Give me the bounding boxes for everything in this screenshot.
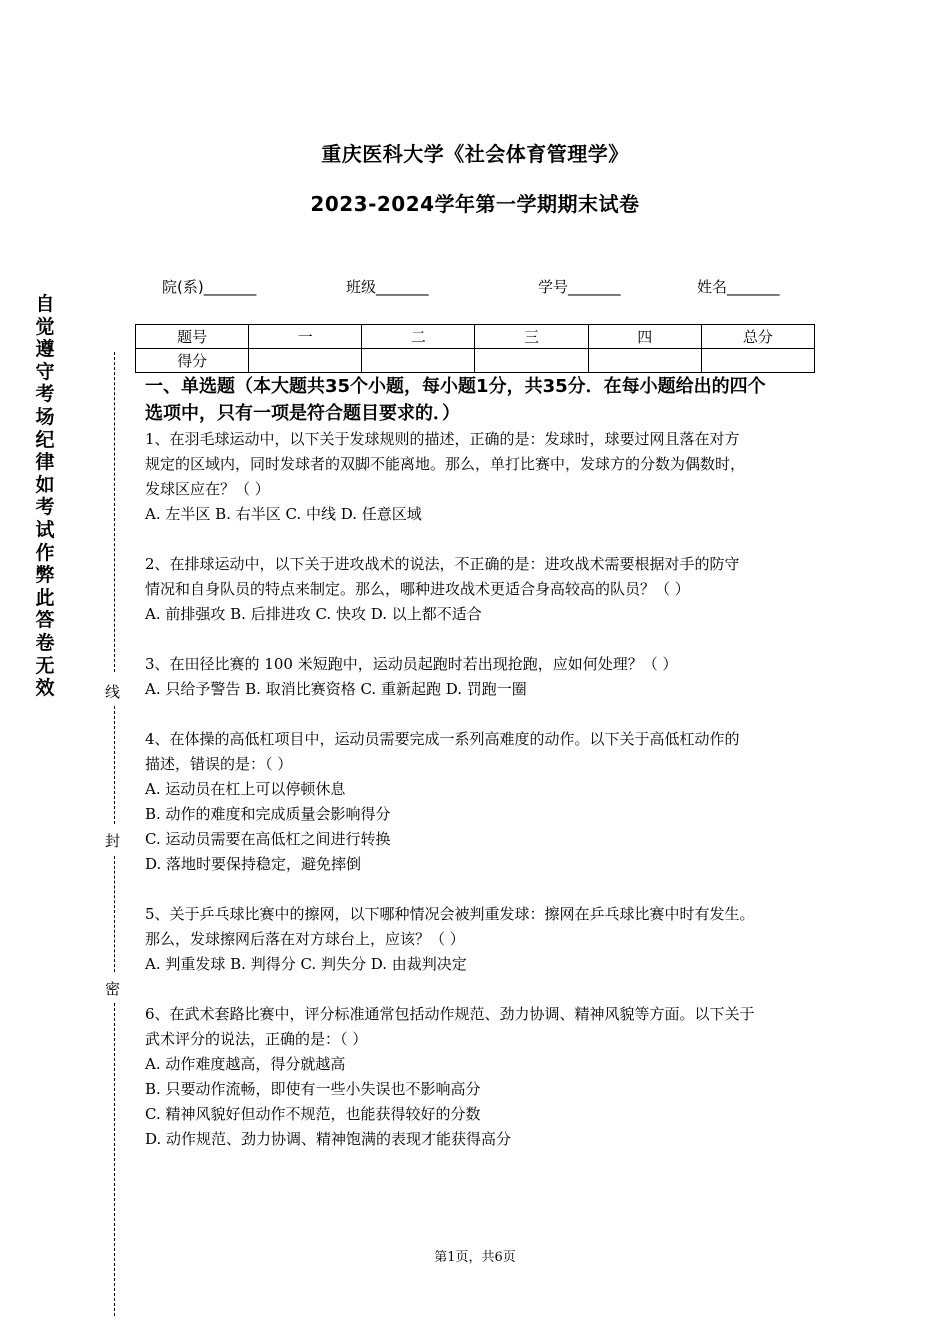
name-field: 姓名_______ [697,278,780,296]
question-options: A. 左半区 B. 右半区 C. 中线 D. 任意区域 [145,505,422,523]
score-table-score-row [136,349,815,373]
page-number: 第1页，共6页 [434,1250,516,1265]
question-text: 发球区应在？（ ） [145,480,270,498]
class-field: 班级_______ [346,278,429,296]
exam-title: 重庆医科大学《社会体育管理学》 [321,142,629,166]
score-row-label: 得分 [136,349,249,373]
question-options: A. 只给予警告 B. 取消比赛资格 C. 重新起跑 D. 罚跑一圈 [145,680,527,698]
question-options: A. 前排强攻 B. 后排进攻 C. 快攻 D. 以上都不适合 [145,605,482,623]
score-cell [701,349,814,373]
seal-char-line: 线 [105,683,121,701]
question-6 [145,1002,825,1152]
question-3 [145,652,825,702]
question-text: 武术评分的说法，正确的是：（ ） [145,1030,368,1048]
question-text: 情况和自身队员的特点来制定。那么，哪种进攻战术更适合身高较高的队员？（ ） [145,580,690,598]
question-options: A. 判重发球 B. 判得分 C. 判失分 D. 由裁判决定 [145,955,467,973]
seal-char-secret: 密 [105,980,121,998]
question-text: 描述，错误的是：（ ） [145,755,293,773]
exam-content [145,373,825,1152]
score-header-cell: 四 [588,325,701,349]
section-title-line: 一、单选题（本大题共35个小题，每小题1分，共35分．在每小题给出的四个 [145,376,766,397]
seal-char-seal: 封 [105,832,121,850]
question-text: 1、在羽毛球运动中，以下关于发球规则的描述，正确的是：发球时，球要过网且落在对方 [145,430,740,448]
question-text: 2、在排球运动中，以下关于进攻战术的说法，不正确的是：进攻战术需要根据对手的防守 [145,555,740,573]
dept-field: 院(系)_______ [162,278,257,296]
section-title [145,373,825,427]
exam-subtitle: 2023-2024学年第一学期期末试卷 [310,192,640,216]
score-header-cell: 三 [475,325,588,349]
question-2 [145,552,825,627]
question-text: 4、在体操的高低杠项目中，运动员需要完成一系列高难度的动作。以下关于高低杠动作的 [145,730,740,748]
score-cell [475,349,588,373]
score-table-header-row [136,325,815,349]
exam-discipline-notice: 自觉遵守考场纪律如考试作弊此答卷无效 [35,293,55,700]
question-text: 那么，发球擦网后落在对方球台上，应该？（ ） [145,930,465,948]
score-table [135,324,815,373]
question-text: 5、关于乒乓球比赛中的擦网，以下哪种情况会被判重发球：擦网在乒乓球比赛中时有发生。 [145,905,755,923]
question-1 [145,427,825,527]
score-cell [249,349,362,373]
question-text: 6、在武术套路比赛中，评分标准通常包括动作规范、劲力协调、精神风貌等方面。以下关于 [145,1005,755,1023]
section-title-line: 选项中，只有一项是符合题目要求的．） [145,403,460,424]
question-option: B. 动作的难度和完成质量会影响得分 [145,805,391,823]
question-option: A. 动作难度越高，得分就越高 [145,1055,346,1073]
score-header-cell: 总分 [701,325,814,349]
question-option: A. 运动员在杠上可以停顿休息 [145,780,346,798]
seal-dashed-line [114,856,115,972]
score-cell [588,349,701,373]
score-cell [362,349,475,373]
score-header-cell: 题号 [136,325,249,349]
question-option: D. 动作规范、劲力协调、精神饱满的表现才能获得高分 [145,1130,512,1148]
seal-dashed-line [114,1003,115,1316]
question-5 [145,902,825,977]
student-id-field: 学号_______ [538,278,621,296]
question-text: 规定的区域内，同时发球者的双脚不能离地。那么，单打比赛中，发球方的分数为偶数时， [145,455,746,473]
question-option: C. 运动员需要在高低杠之间进行转换 [145,830,391,848]
question-text: 3、在田径比赛的 100 米短跑中，运动员起跑时若出现抢跑，应如何处理？（ ） [145,655,678,673]
question-option: D. 落地时要保持稳定，避免摔倒 [145,855,362,873]
seal-dashed-line [114,352,115,672]
score-header-cell: 二 [362,325,475,349]
score-header-cell: 一 [249,325,362,349]
question-option: C. 精神风貌好但动作不规范，也能获得较好的分数 [145,1105,481,1123]
question-4 [145,727,825,877]
question-option: B. 只要动作流畅，即使有一些小失误也不影响高分 [145,1080,481,1098]
seal-dashed-line [114,706,115,824]
